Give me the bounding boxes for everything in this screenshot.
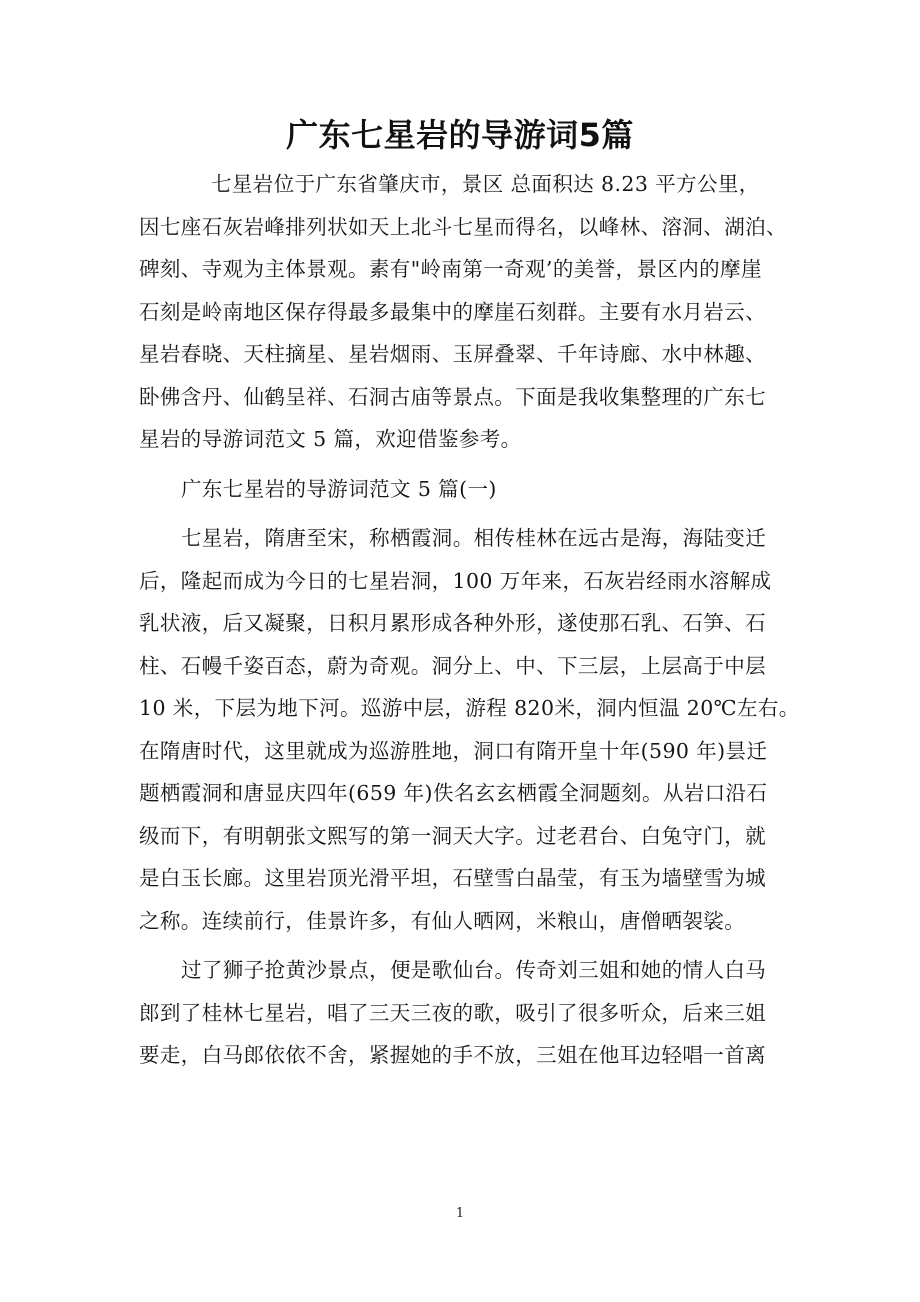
text-line: 郎到了桂林七星岩，唱了三天三夜的歌，吸引了很多听众，后来三姐 [139,1000,766,1025]
text-line: 星岩的导游词范文 5 篇，欢迎借鉴参考。 [139,427,522,451]
text-line: 七星岩位于广东省肇庆市，景区 总面积达 8.23 平方公里， [211,172,760,196]
paragraph-gap [139,510,789,517]
text-line: 乳状液，后又凝聚，日积月累形成各种外形，遂使那石乳、石笋、石 [139,611,766,635]
text-line: 过了狮子抢黄沙景点，便是歌仙台。传奇刘三姐和她的情人白马 [181,958,767,982]
body-paragraph-2 [139,949,789,1077]
paragraph-gap [139,942,789,949]
page-number: 1 [455,1206,465,1221]
text-line: 卧佛含丹、仙鹤呈祥、石洞古庙等景点。下面是我收集整理的广东七 [139,384,766,409]
text-line: 柱、石幔千姿百态，蔚为奇观。洞分上、中、下三层，上层高于中层 [139,653,766,678]
document-title: 广东七星岩的导游词5篇 [286,116,634,154]
section-heading: 广东七星岩的导游词范文 5 篇(一) [181,476,497,501]
text-line: 七星岩，隋唐至宋，称栖霞洞。相传桂林在远古是海，海陆变迁 [181,526,767,550]
text-line: 在隋唐时代，这里就成为巡游胜地，洞口有隋开皇十年(590 年)昙迁 [139,738,768,763]
text-line: 题栖霞洞和唐显庆四年(659 年)佚名玄玄栖霞全洞题刻。从岩口沿石 [139,781,768,805]
text-line: 10 米，下层为地下河。巡游中层，游程 820米，洞内恒温 20℃左右。 [139,696,800,720]
text-line: 因七座石灰岩峰排列状如天上北斗七星而得名，以峰林、溶洞、湖泊、 [139,214,787,239]
text-line: 星岩春晓、天柱摘星、星岩烟雨、玉屏叠翠、千年诗廊、水中林趣、 [139,342,766,366]
text-line: 碑刻、寺观为主体景观。素有"岭南第一奇观’的美誉，景区内的摩崖 [139,257,762,281]
document-body [139,163,800,1077]
text-line: 要走，白马郎依依不舍，紧握她的手不放，三姐在他耳边轻唱一首离 [139,1043,766,1067]
body-paragraph-1 [139,517,800,942]
paragraph-gap [139,461,789,468]
intro-paragraph [139,163,789,461]
text-line: 之称。连续前行，佳景许多，有仙人晒网，米粮山，唐僧晒袈裟。 [139,908,746,933]
text-line: 石刻是岭南地区保存得最多最集中的摩崖石刻群。主要有水月岩云、 [139,299,766,324]
text-line: 级而下，有明朝张文熙写的第一洞天大字。过老君台、白兔守门，就 [139,823,766,848]
text-line: 后，隆起而成为今日的七星岩洞，100 万年来，石灰岩经雨水溶解成 [139,568,772,593]
text-line: 是白玉长廊。这里岩顶光滑平坦，石壁雪白晶莹，有玉为墙壁雪为城 [139,866,766,890]
